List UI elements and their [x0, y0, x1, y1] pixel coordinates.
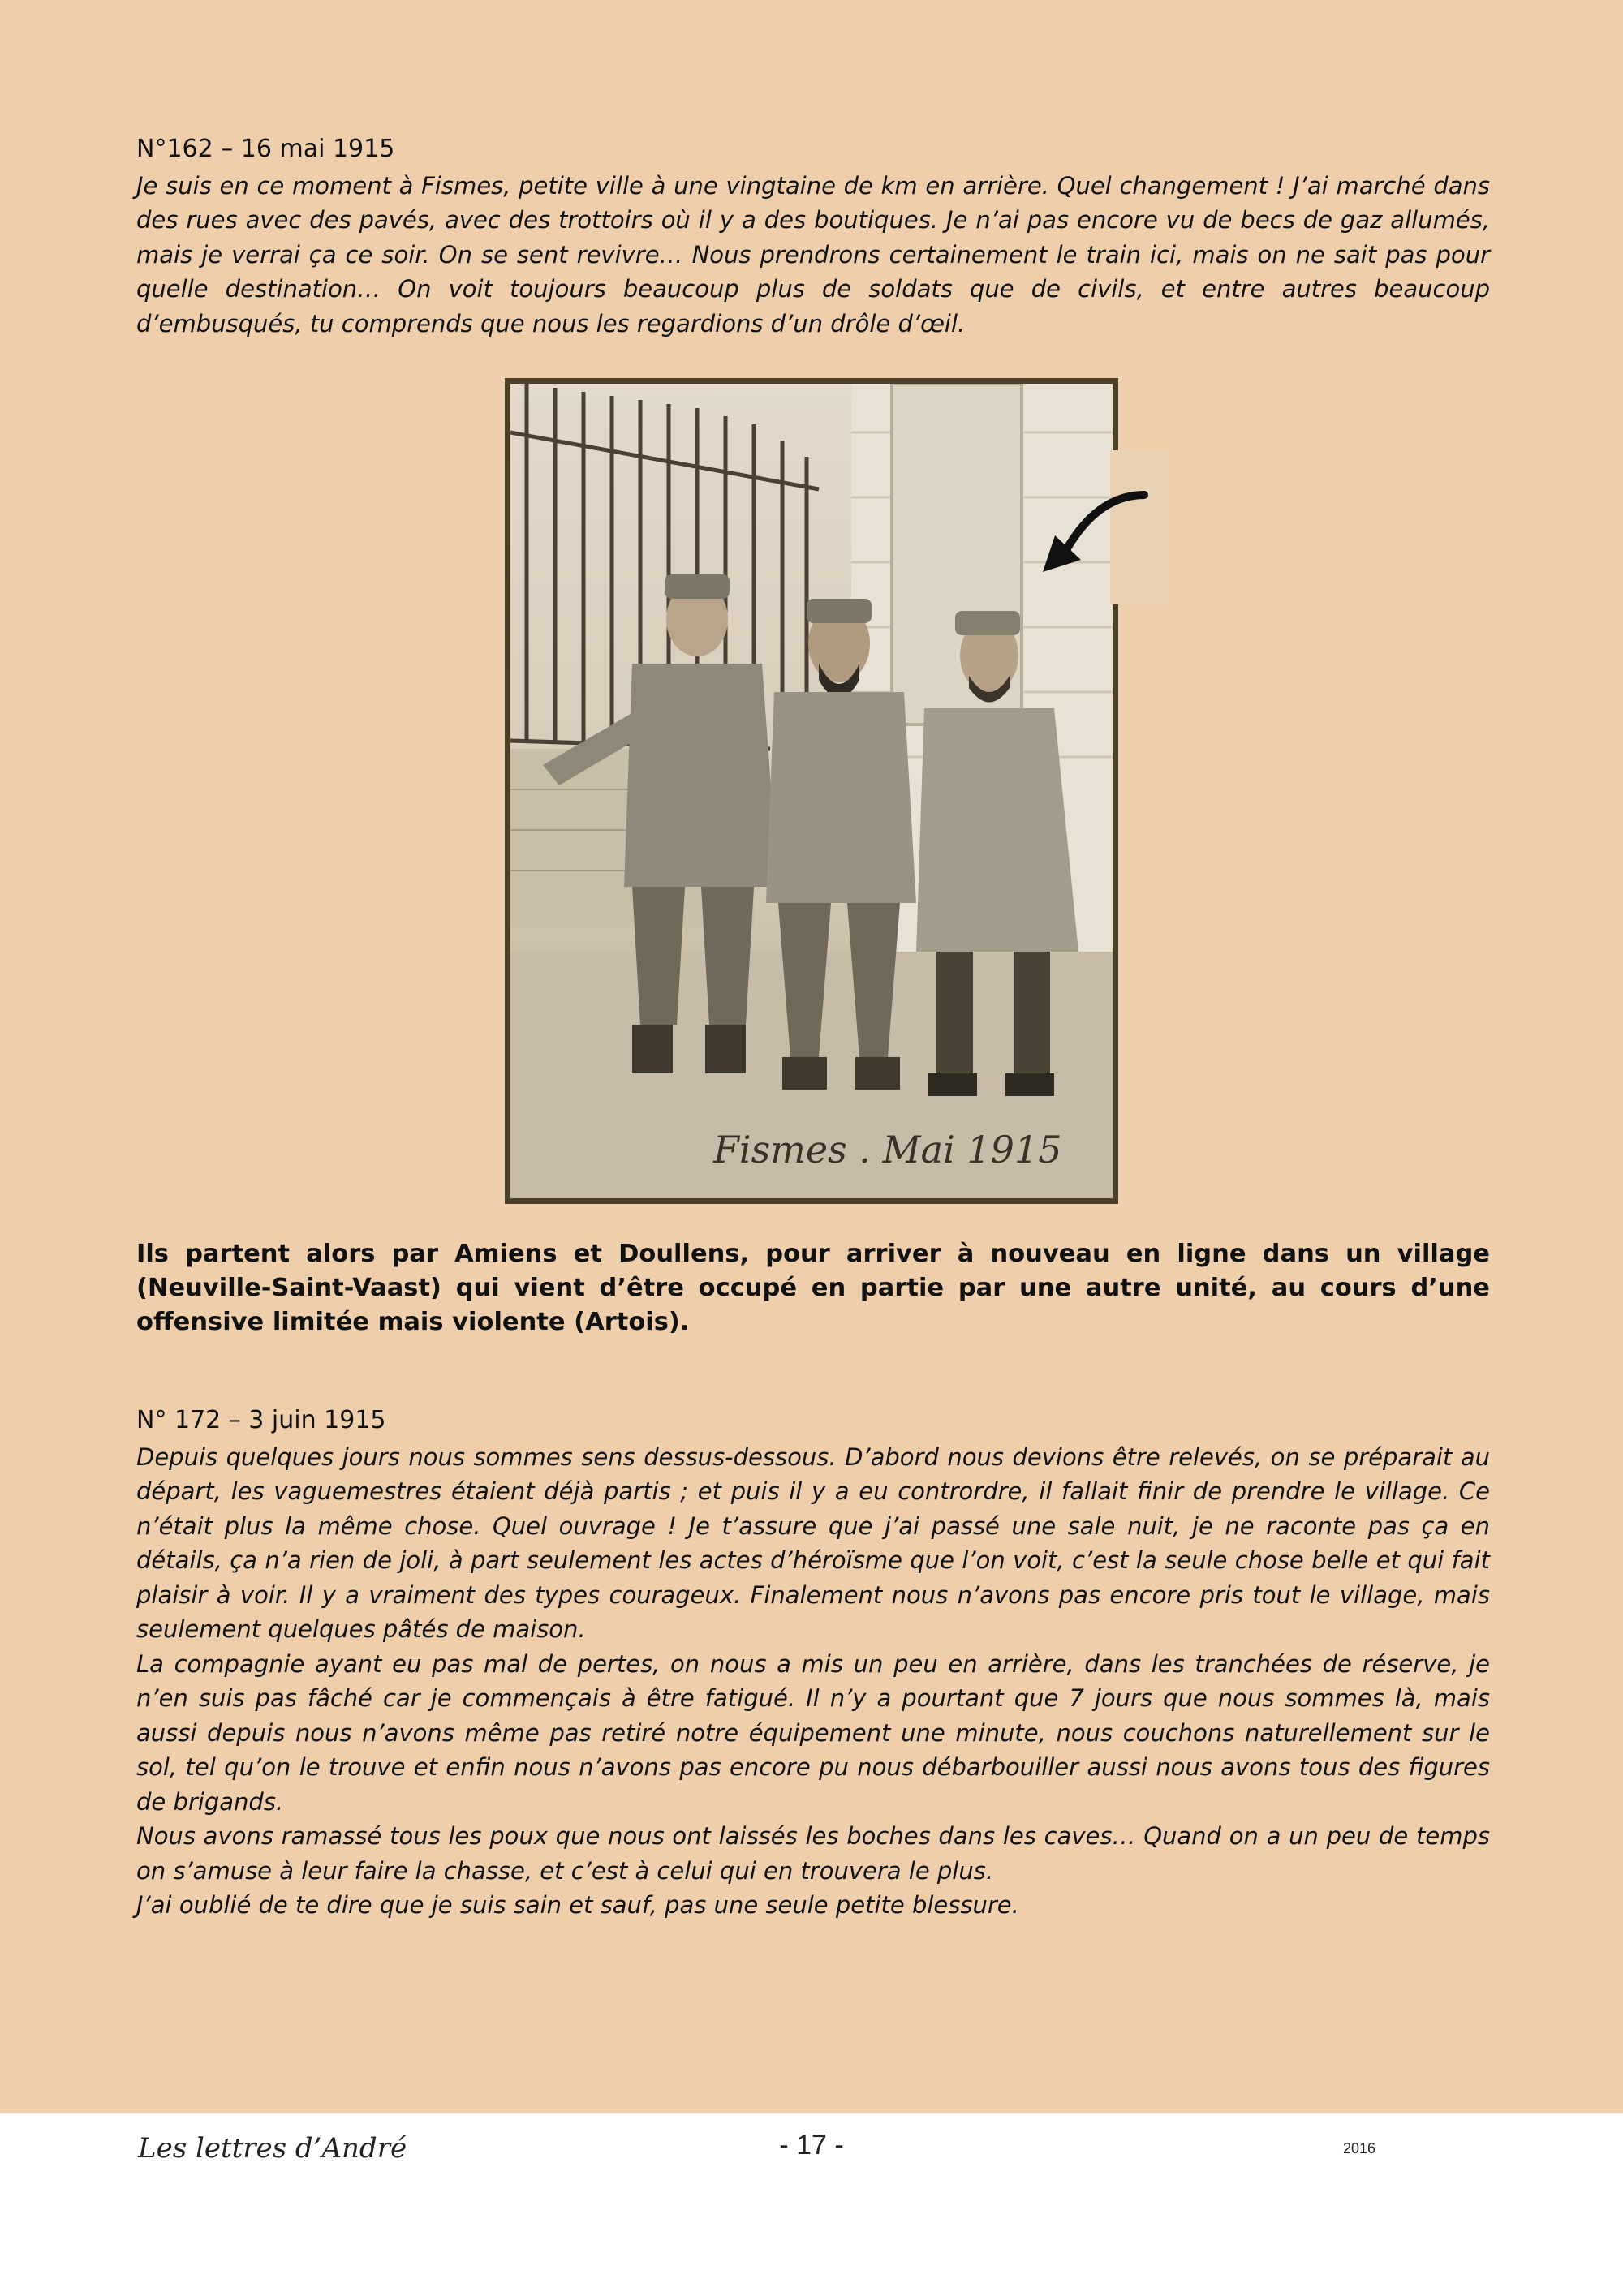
- letter-paragraph: La compagnie ayant eu pas mal de pertes, on nous a mis un peu en arrière, dans les tranchées de réserve, je n’en suis pas fâché car je commençais à être fatigué. Il n’y a pourtant que 7 jours que nous sommes là, mais aussi depuis nous n’avons même pas retiré notre équipement une minute, nous couchons naturellement sur le sol, tel qu’on le trouve et enfin nous n’avons pas encore pu nous débarbouiller aussi nous avons tous des figures de brigands.: [136, 1649, 1490, 1816]
- letter-body: [136, 1440, 1490, 1923]
- page-number: - 17 -: [779, 2130, 844, 2161]
- letter-heading: N°162 – 16 mai 1915: [136, 135, 395, 163]
- letter-body: [136, 169, 1490, 342]
- photo-soldiers-fismes: [505, 378, 1118, 1204]
- letter-paragraph: Je suis en ce moment à Fismes, petite ville à une vingtaine de km en arrière. Quel changement ! J’ai marché dans des rues avec des pavés, avec des trottoirs où il y a des boutiques. Je n’ai pas encore vu de becs de gaz allumés, mais je verrai ça ce soir. On se sent revivre… Nous prendrons certainement le train ici, mais on ne sait pas pour quelle destination… On voit toujours beaucoup plus de soldats que de civils, et entre autres beaucoup d’embusqués, tu comprends que nous les regardions d’un drôle d’œil.: [136, 171, 1490, 338]
- narration-paragraph: Ils partent alors par Amiens et Doullens, pour arriver à nouveau en ligne dans un village (Neuville-Saint-Vaast) qui vient d’être occupé en partie par une autre unité, au cours d’une offensive limitée mais violente (Artois).: [136, 1240, 1490, 1336]
- page-footer: [0, 2113, 1623, 2296]
- photo-inscription: Fismes . Mai 1915: [713, 1128, 1062, 1172]
- letter-paragraph: Depuis quelques jours nous sommes sens dessus-dessous. D’abord nous devions être relevés, on se préparait au départ, les vaguemestres étaient déjà partis ; et puis il y a eu contrordre, il fallait finir de prendre le village. Ce n’était plus la même chose. Quel ouvrage ! Je t’assure que j’ai passé une sale nuit, je ne raconte pas ça en détails, ça n’a rien de joli, à part seulement les actes d’héroïsme que l’on voit, c’est la seule chose belle et qui fait plaisir à voir. Il y a vraiment des types courageux. Finalement nous n’avons pas encore pris tout le village, mais seulement quelques pâtés de maison.: [136, 1443, 1490, 1643]
- letter-172: [136, 1404, 1490, 1923]
- pointing-arrow-icon: [1031, 479, 1160, 584]
- footer-year: 2016: [1343, 2140, 1376, 2156]
- letter-162: [136, 132, 1490, 341]
- letter-paragraph: J’ai oublié de te dire que je suis sain et sauf, pas une seule petite blessure.: [136, 1891, 1019, 1919]
- footer-title: Les lettres d’André: [138, 2132, 407, 2165]
- letter-paragraph: Nous avons ramassé tous les poux que nous ont laissés les boches dans les caves… Quand on a un peu de temps on s’amuse à leur faire la chasse, et c’est à celui qui en trouvera le plus.: [136, 1822, 1490, 1885]
- letter-heading: N° 172 – 3 juin 1915: [136, 1406, 386, 1434]
